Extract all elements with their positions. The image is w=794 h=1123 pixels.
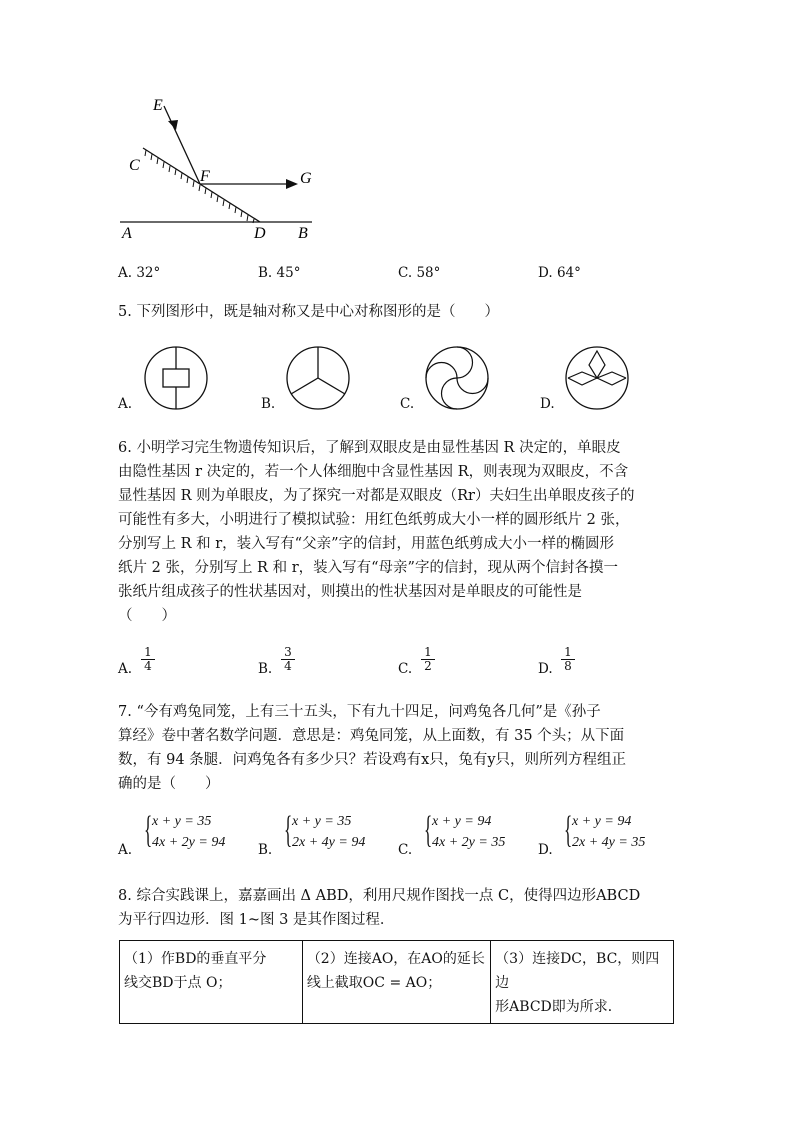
q6-line: 6. 小明学习完生物遗传知识后，了解到双眼皮是由显性基因 R 决定的，单眼皮 — [118, 440, 621, 456]
step-2-cell: （2）连接AO，在AO的延长 线上截取OC = AO； — [302, 941, 490, 1024]
q4-option-c[interactable]: C. 58° — [398, 265, 441, 281]
q6-line: 张纸片组成孩子的性状基因对，则摸出的性状基因对是单眼皮的可能性是 — [118, 584, 582, 600]
q7-line: 确的是（ ） — [118, 776, 220, 792]
q8-stem — [118, 884, 678, 932]
q6-option-c[interactable]: C. — [398, 661, 413, 677]
label-c: C — [129, 157, 140, 174]
q6-line: 由隐性基因 r 决定的，若一个人体细胞中含显性基因 R，则表现为双眼皮，不含 — [118, 464, 629, 480]
label-b: B — [298, 225, 308, 242]
q5-option-c[interactable]: C. — [400, 396, 415, 412]
q6-fraction-a: $\frac{1}{4}$ — [141, 646, 155, 673]
label-e: E — [153, 97, 163, 114]
arrow-ef — [168, 120, 178, 130]
q5-option-d[interactable]: D. — [540, 396, 555, 412]
label-g: G — [300, 170, 312, 187]
q6-fraction-c: $\frac{1}{2}$ — [421, 646, 435, 673]
q5-figure-c — [424, 345, 490, 411]
q7-line: 7. “今有鸡兔同笼，上有三十五头，下有九十四足，问鸡兔各几何”是《孙子 — [118, 704, 601, 720]
q5-figure-d — [564, 345, 630, 411]
q6-line: （ ） — [118, 608, 176, 624]
q7-system-a: { x + y = 35 4x + 2y = 94 — [144, 809, 226, 851]
q7-line: 算经》卷中著名数学问题．意思是：鸡兔同笼，从上面数，有 35 个头；从下面 — [118, 728, 625, 744]
label-f: F — [200, 168, 210, 185]
q7-system-b: { x + y = 35 2x + 4y = 94 — [284, 809, 366, 851]
mirror-hatching — [145, 150, 254, 223]
q7-system-d: { x + y = 94 2x + 4y = 35 — [564, 809, 646, 851]
table-row — [120, 941, 674, 1024]
q7-option-c[interactable]: C. — [398, 842, 413, 858]
q5-option-b[interactable]: B. — [261, 396, 276, 412]
step-3-cell: （3）连接DC，BC，则四边 形ABCD即为所求． — [491, 941, 674, 1024]
q6-option-a[interactable]: A. — [118, 661, 133, 677]
arrow-fg — [286, 179, 298, 189]
q7-option-d[interactable]: D. — [538, 842, 553, 858]
q6-line: 纸片 2 张，分别写上 R 和 r，装入写有“母亲”字的信封，现从两个信封各摸一 — [118, 560, 618, 576]
q5-figure-a — [143, 345, 209, 411]
q5-figure-b — [285, 345, 351, 411]
q7-system-c: { x + y = 94 4x + 2y = 35 — [424, 809, 506, 851]
q6-option-d[interactable]: D. — [538, 661, 553, 677]
q8-line: 为平行四边形．图 1~图 3 是其作图过程． — [118, 912, 395, 928]
mirror-cd — [143, 148, 260, 222]
label-a: A — [122, 225, 132, 242]
q6-fraction-b: $\frac{3}{4}$ — [281, 646, 295, 673]
label-d: D — [254, 225, 266, 242]
q4-option-a[interactable]: A. 32° — [118, 265, 161, 281]
q7-line: 数，有 94 条腿．问鸡兔各有多少只？若设鸡有x只，兔有y只，则所列方程组正 — [118, 752, 627, 768]
q7-option-b[interactable]: B. — [258, 842, 273, 858]
q4-option-b[interactable]: B. 45° — [258, 265, 301, 281]
q8-steps-table — [119, 940, 674, 1024]
q7-option-a[interactable]: A. — [118, 842, 133, 858]
q6-line: 分别写上 R 和 r，装入写有“父亲”字的信封，用蓝色纸剪成大小一样的椭圆形 — [118, 536, 614, 552]
q6-line: 可能性有多大，小明进行了模拟试验：用红色纸剪成大小一样的圆形纸片 2 张， — [118, 512, 630, 528]
q6-option-b[interactable]: B. — [258, 661, 273, 677]
q5-stem: 5. 下列图形中，既是轴对称又是中心对称图形的是（ ） — [118, 304, 499, 320]
q4-figure — [110, 90, 340, 250]
q5-option-a[interactable]: A. — [118, 396, 133, 412]
q6-line: 显性基因 R 则为单眼皮，为了探究一对都是双眼皮（Rr）夫妇生出单眼皮孩子的 — [118, 488, 635, 504]
q8-line: 8. 综合实践课上，嘉嘉画出 Δ ABD，利用尺规作图找一点 C，使得四边形ABCD — [118, 888, 641, 904]
q4-option-d[interactable]: D. 64° — [538, 265, 581, 281]
q7-stem — [118, 700, 678, 796]
step-1-cell: （1）作BD的垂直平分 线交BD于点 O； — [120, 941, 303, 1024]
q6-fraction-d: $\frac{1}{8}$ — [561, 646, 575, 673]
q6-stem — [118, 436, 678, 628]
